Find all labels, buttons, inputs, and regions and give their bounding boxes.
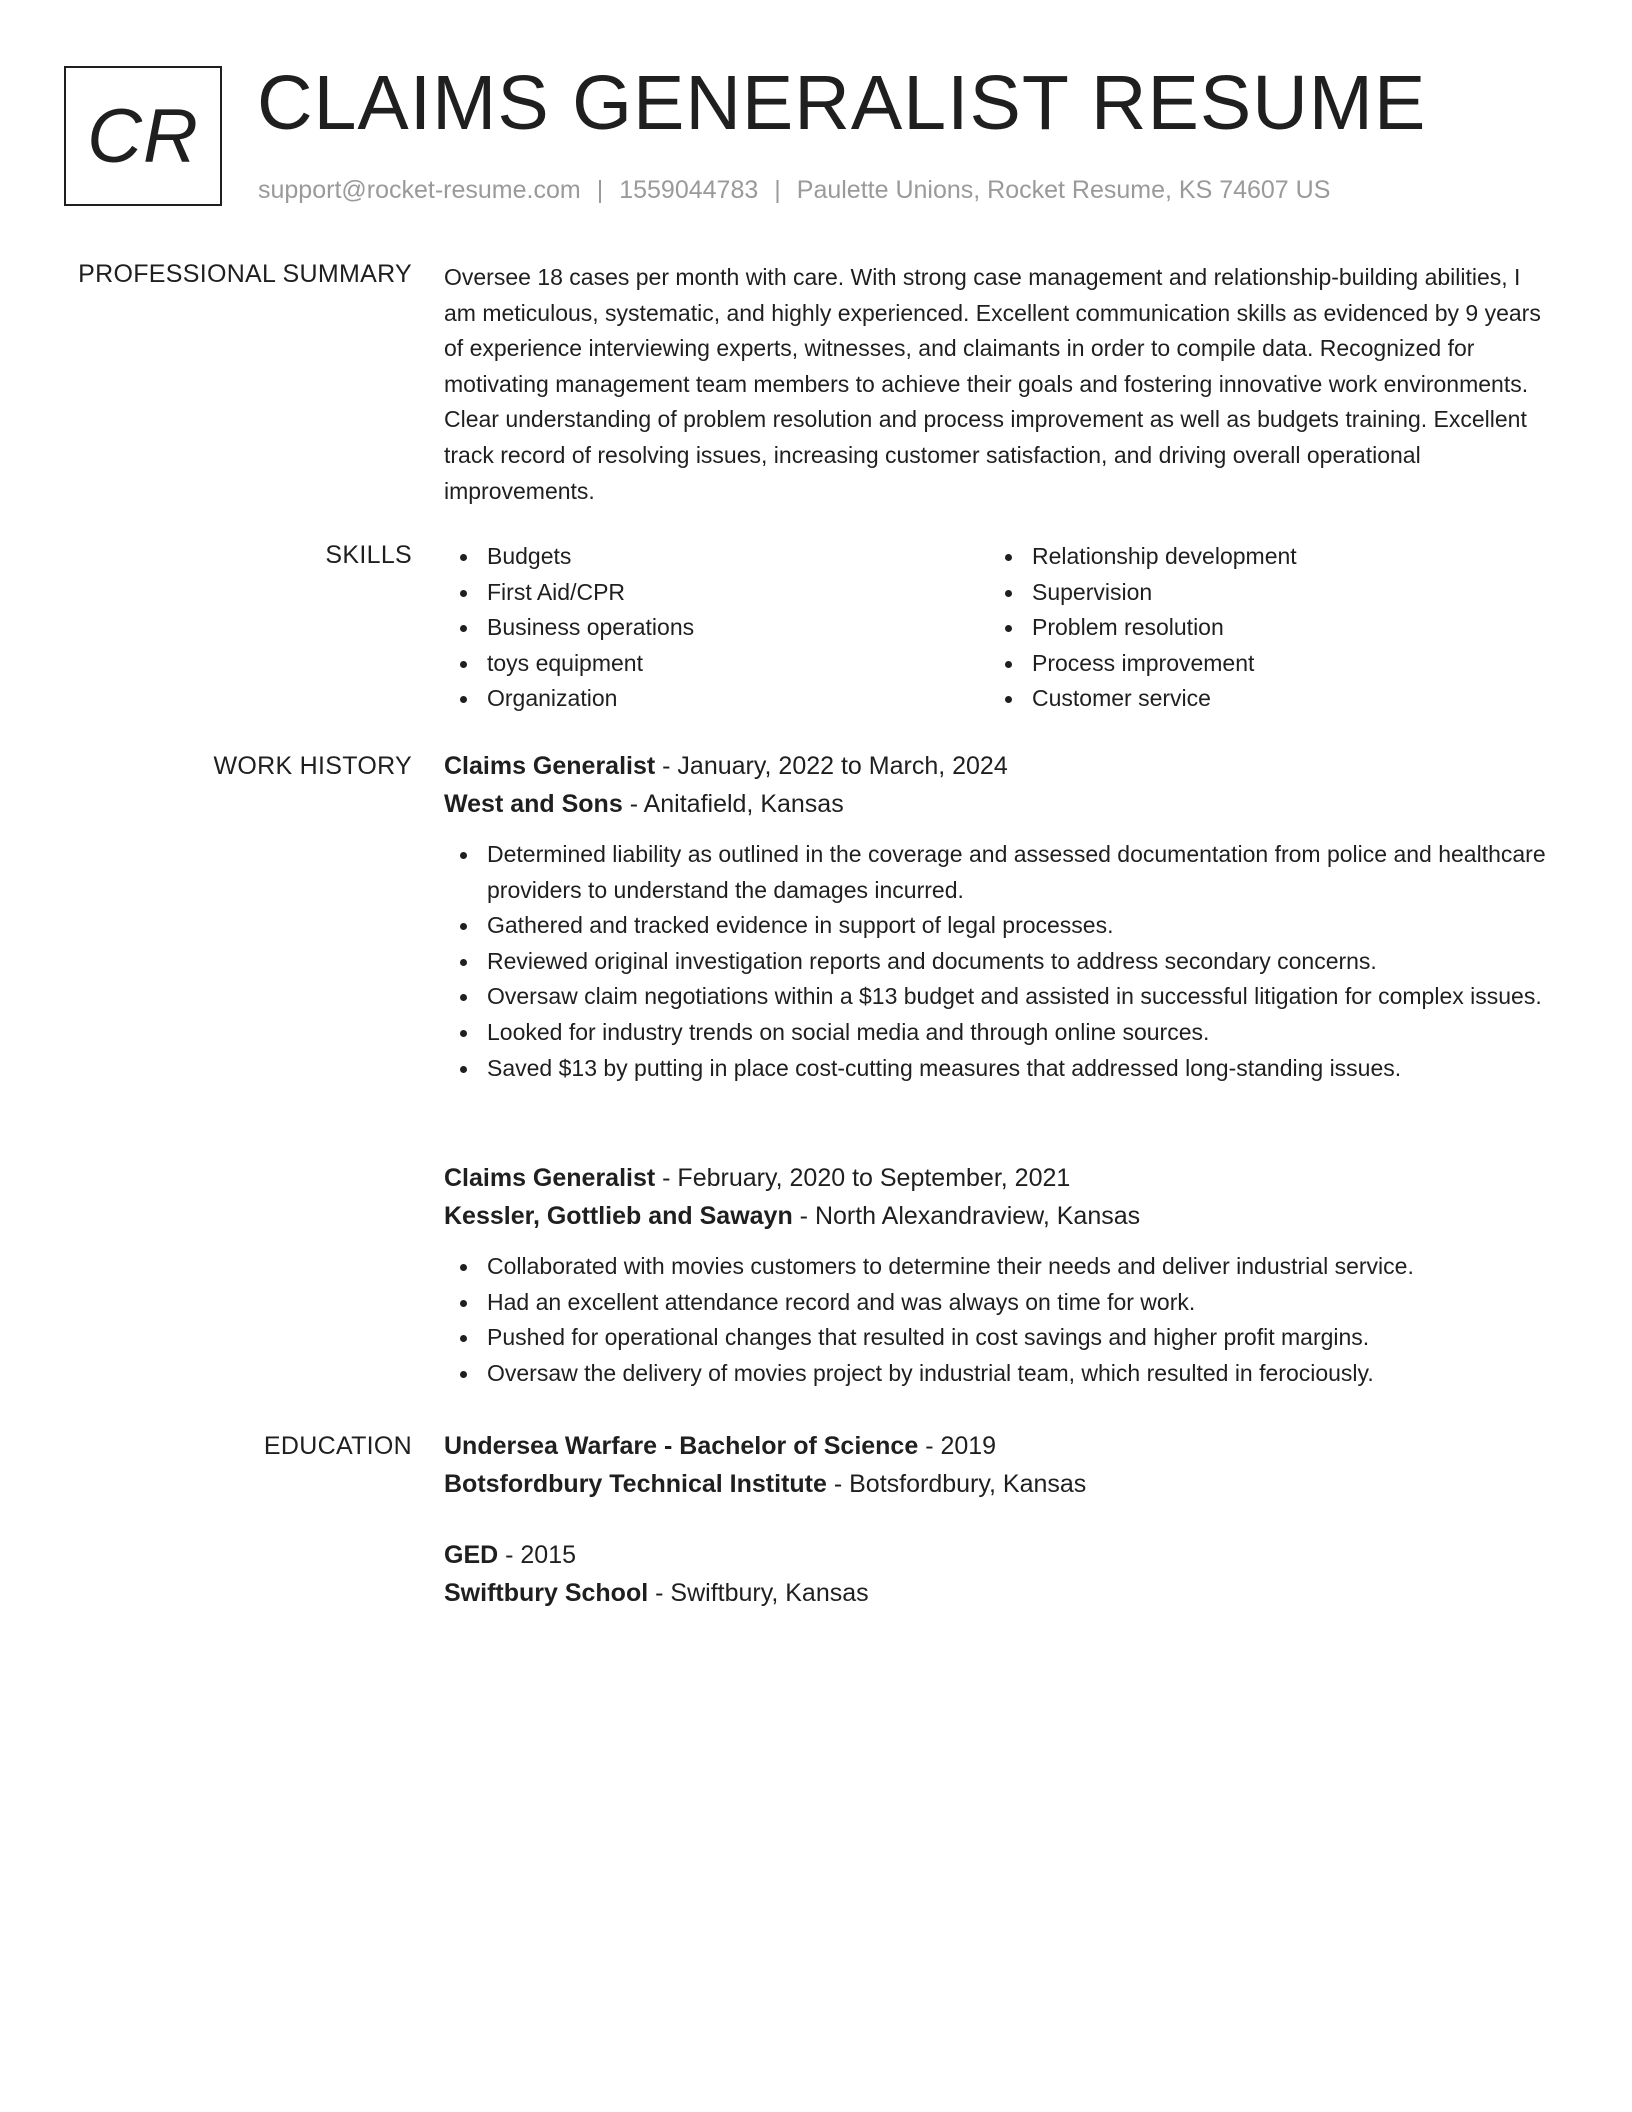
skill-item bbox=[444, 646, 989, 682]
job-company: Kessler, Gottlieb and Sawayn bbox=[444, 1202, 793, 1230]
skill-label: Customer service bbox=[1032, 685, 1211, 712]
bullet-icon bbox=[460, 661, 467, 668]
monogram-logo: CR bbox=[64, 66, 222, 206]
graduation-year: - 2019 bbox=[918, 1432, 997, 1460]
degree: Undersea Warfare - Bachelor of Science bbox=[444, 1432, 919, 1460]
job-title-line bbox=[444, 1159, 1556, 1197]
job-duties bbox=[444, 1249, 1556, 1391]
skill-item bbox=[989, 539, 1534, 575]
contact-separator: | bbox=[774, 176, 781, 204]
contact-line bbox=[258, 174, 1330, 206]
skills-column-left bbox=[444, 539, 989, 717]
skill-label: First Aid/CPR bbox=[487, 578, 626, 605]
skill-item bbox=[444, 539, 989, 575]
job-company-line bbox=[444, 785, 1556, 823]
skill-label: Organization bbox=[487, 685, 618, 712]
job-entry bbox=[444, 747, 1556, 1086]
contact-phone: 1559044783 bbox=[619, 176, 759, 204]
bullet-icon bbox=[1005, 661, 1012, 668]
skill-item bbox=[989, 646, 1534, 682]
duty-item bbox=[444, 1015, 1556, 1051]
duty-text: Had an excellent attendance record and was always on time for work. bbox=[487, 1288, 1196, 1315]
bullet-icon bbox=[460, 1300, 467, 1307]
contact-separator: | bbox=[596, 176, 604, 204]
duty-item bbox=[444, 1320, 1556, 1356]
skill-item bbox=[444, 681, 989, 717]
skill-label: Budgets bbox=[487, 543, 572, 569]
skill-label: Supervision bbox=[1032, 578, 1153, 605]
work-history-heading: WORK HISTORY bbox=[213, 752, 412, 780]
job-location: - Anitafield, Kansas bbox=[622, 790, 844, 818]
summary-heading: PROFESSIONAL SUMMARY bbox=[78, 260, 412, 288]
bullet-icon bbox=[460, 696, 467, 703]
bullet-icon bbox=[460, 1335, 467, 1342]
skill-label: Relationship development bbox=[1032, 543, 1297, 569]
resume-title: CLAIMS GENERALIST RESUME bbox=[257, 60, 1427, 146]
duty-item bbox=[444, 1356, 1556, 1392]
graduation-year: - 2015 bbox=[498, 1541, 577, 1569]
education-entry bbox=[444, 1536, 1556, 1612]
school-name: Swiftbury School bbox=[444, 1579, 649, 1607]
duty-text: Collaborated with movies customers to determine their needs and deliver industrial service. bbox=[487, 1253, 1414, 1279]
education-entry bbox=[444, 1427, 1556, 1503]
education-heading: EDUCATION bbox=[263, 1432, 412, 1460]
skill-item bbox=[989, 575, 1534, 611]
job-title: Claims Generalist bbox=[444, 1164, 656, 1192]
bullet-icon bbox=[460, 1264, 467, 1271]
school-name: Botsfordbury Technical Institute bbox=[444, 1470, 827, 1498]
job-duties bbox=[444, 837, 1556, 1086]
skill-label: Process improvement bbox=[1032, 649, 1255, 676]
duty-item bbox=[444, 908, 1556, 944]
duty-text: Looked for industry trends on social media and through online sources. bbox=[487, 1018, 1210, 1045]
summary-text: Oversee 18 cases per month with care. With strong case management and relationship-building abilities, I am meticulous, systematic, and highly experienced. Excellent communication skills as evidenced by 9 years of experience interviewing experts, witnesses, and claimants in order to compile data. Recognized for motivating management team members to achieve their goals and fostering innovative work environments. Clear understanding of problem resolution and process improvement as well as budgets training. Excellent track record of resolving issues, increasing customer satisfaction, and driving overall operational improvements. bbox=[444, 264, 1541, 504]
duty-text: Saved $13 by putting in place cost-cutting measures that addressed long-standing issues. bbox=[487, 1054, 1402, 1081]
job-title: Claims Generalist bbox=[444, 752, 656, 780]
duty-item bbox=[444, 944, 1556, 980]
skill-item bbox=[444, 575, 989, 611]
skill-item bbox=[989, 610, 1534, 646]
job-company: West and Sons bbox=[444, 790, 623, 818]
bullet-icon bbox=[460, 852, 467, 859]
bullet-icon bbox=[1005, 625, 1012, 632]
school-line bbox=[444, 1465, 1556, 1503]
duty-text: Determined liability as outlined in the coverage and assessed documentation from police and healthcare providers to understand the damages incurred. bbox=[487, 841, 1546, 903]
degree: GED bbox=[444, 1541, 499, 1569]
duty-text: Oversaw claim negotiations within a $13 budget and assisted in successful litigation for complex issues. bbox=[487, 983, 1542, 1010]
degree-line bbox=[444, 1536, 1556, 1574]
school-location: - Botsfordbury, Kansas bbox=[826, 1470, 1087, 1498]
bullet-icon bbox=[460, 959, 467, 966]
bullet-icon bbox=[1005, 696, 1012, 703]
skills-column-right bbox=[989, 539, 1534, 717]
bullet-icon bbox=[460, 1371, 467, 1378]
bullet-icon bbox=[460, 554, 467, 561]
job-title-line bbox=[444, 747, 1556, 785]
contact-email: support@rocket-resume.com bbox=[258, 176, 581, 204]
contact-address: Paulette Unions, Rocket Resume, KS 74607 US bbox=[796, 176, 1331, 204]
duty-text: Reviewed original investigation reports and documents to address secondary concerns. bbox=[487, 947, 1377, 974]
skill-label: toys equipment bbox=[487, 649, 643, 676]
duty-item bbox=[444, 1285, 1556, 1321]
duty-item bbox=[444, 837, 1556, 908]
job-dates: - February, 2020 to September, 2021 bbox=[655, 1164, 1071, 1192]
bullet-icon bbox=[1005, 554, 1012, 561]
duty-item bbox=[444, 1249, 1556, 1285]
duty-text: Pushed for operational changes that resulted in cost savings and higher profit margins. bbox=[487, 1324, 1370, 1351]
bullet-icon bbox=[460, 625, 467, 632]
bullet-icon bbox=[460, 590, 467, 597]
duty-item bbox=[444, 979, 1556, 1015]
job-entry bbox=[444, 1159, 1556, 1391]
skill-label: Problem resolution bbox=[1032, 614, 1224, 641]
job-company-line bbox=[444, 1197, 1556, 1235]
bullet-icon bbox=[460, 1066, 467, 1073]
bullet-icon bbox=[460, 923, 467, 930]
duty-text: Gathered and tracked evidence in support of legal processes. bbox=[487, 912, 1114, 939]
job-location: - North Alexandraview, Kansas bbox=[792, 1202, 1141, 1230]
bullet-icon bbox=[1005, 590, 1012, 597]
school-location: - Swiftbury, Kansas bbox=[648, 1579, 869, 1607]
duty-item bbox=[444, 1051, 1556, 1087]
bullet-icon bbox=[460, 994, 467, 1001]
skill-label: Business operations bbox=[487, 614, 695, 641]
school-line bbox=[444, 1574, 1556, 1612]
skill-item bbox=[989, 681, 1534, 717]
skills-grid bbox=[444, 539, 1556, 717]
degree-line bbox=[444, 1427, 1556, 1465]
job-dates: - January, 2022 to March, 2024 bbox=[655, 752, 1008, 780]
skill-item bbox=[444, 610, 989, 646]
skills-heading: SKILLS bbox=[325, 541, 412, 569]
duty-text: Oversaw the delivery of movies project by industrial team, which resulted in ferociously. bbox=[487, 1359, 1374, 1386]
bullet-icon bbox=[460, 1030, 467, 1037]
